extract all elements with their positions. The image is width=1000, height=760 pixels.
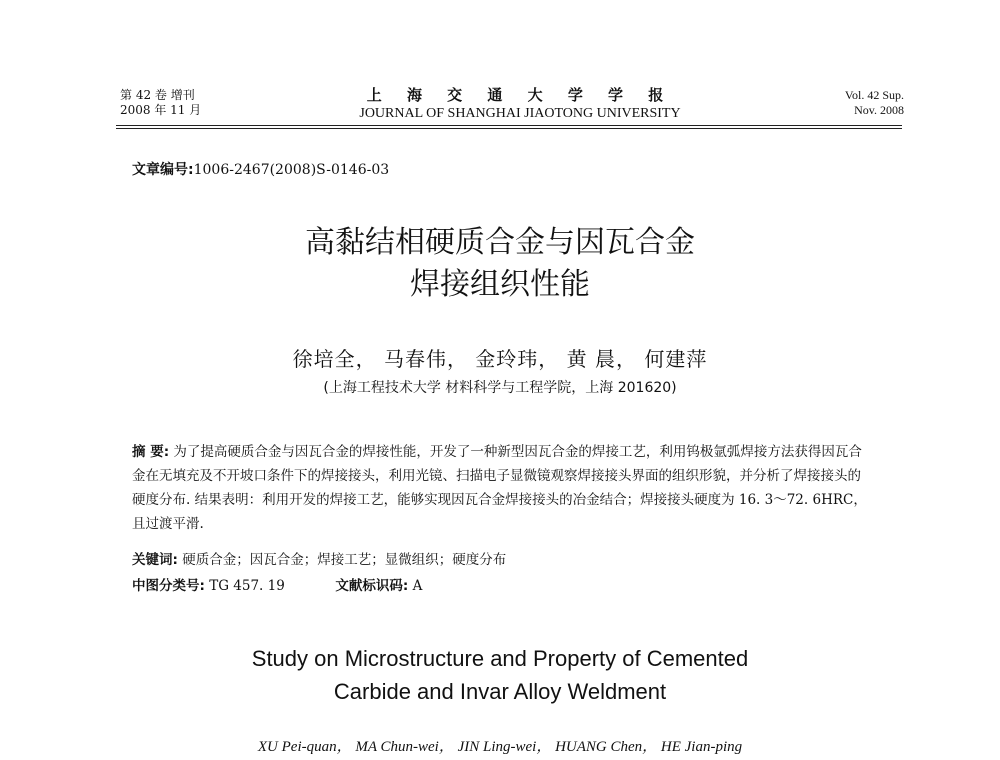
keywords-text: 硬质合金；因瓦合金；焊接工艺；显微组织；硬度分布 — [182, 552, 507, 568]
affiliation-cn: (上海工程技术大学 材料科学与工程学院，上海 201620) — [323, 380, 677, 396]
journal-name-cn: 上 海 交 通 大 学 学 报 — [366, 86, 674, 104]
doc-code-label: 文献标识码: — [335, 578, 409, 594]
header-date-cn: 2008 年 11 月 — [120, 103, 202, 117]
article-number — [132, 159, 389, 179]
header-volume-info-en — [845, 88, 904, 118]
authors-cn: 徐培全， 马春伟， 金玲玮， 黄 晨， 何建萍 — [292, 347, 708, 371]
title-en-line-2: Carbide and Invar Alloy Weldment — [333, 679, 667, 704]
journal-masthead — [330, 86, 710, 123]
header-volume: 第 42 卷 增刊 — [120, 88, 195, 102]
title-cn-line-1: 高黏结相硬质合金与因瓦合金 — [305, 225, 695, 260]
header-date-en: Nov. 2008 — [854, 103, 904, 117]
header-volume-en: Vol. 42 Sup. — [844, 88, 904, 102]
abstract — [132, 440, 872, 536]
classification-line — [132, 574, 422, 598]
title-en-line-1: Study on Microstructure and Property of Cemented — [251, 646, 749, 671]
article-number-label: 文章编号: — [132, 162, 194, 178]
classification-value: TG 457. 19 — [209, 578, 285, 594]
journal-name-en: JOURNAL OF SHANGHAI JIAOTONG UNIVERSITY — [359, 106, 681, 121]
abstract-text: 为了提高硬质合金与因瓦合金的焊接性能，开发了一种新型因瓦合金的焊接工艺，利用钨极氩弧焊接方法获得因瓦合金在无填充及不开坡口条件下的焊接接头，利用光镜、扫描电子显微镜观察焊接接头界面的组织形貌，并分析了焊接接头的硬度分布. 结果表明：利用开发的焊接工艺，能够实现因瓦合金焊接接头的冶金结合；焊接接头硬度为 16. 3～72. 6HRC，且过渡平滑. — [132, 444, 867, 532]
authors-en: XU Pei-quan， MA Chun-wei， JIN Ling-wei， HUANG Chen， HE Jian-ping — [257, 739, 743, 755]
title-cn — [200, 222, 800, 306]
title-en — [150, 642, 850, 708]
header-volume-info — [120, 88, 201, 118]
header-rule-double — [116, 128, 902, 129]
article-number-value: 1006-2467(2008)S-0146-03 — [193, 162, 390, 178]
keywords-label: 关键词: — [132, 552, 178, 568]
title-cn-line-2: 焊接组织性能 — [410, 267, 590, 302]
doc-code-value: A — [412, 578, 423, 594]
header-rule — [116, 125, 902, 126]
keywords — [132, 548, 506, 572]
classification-label: 中图分类号: — [132, 578, 205, 594]
abstract-label: 摘 要: — [132, 444, 170, 460]
